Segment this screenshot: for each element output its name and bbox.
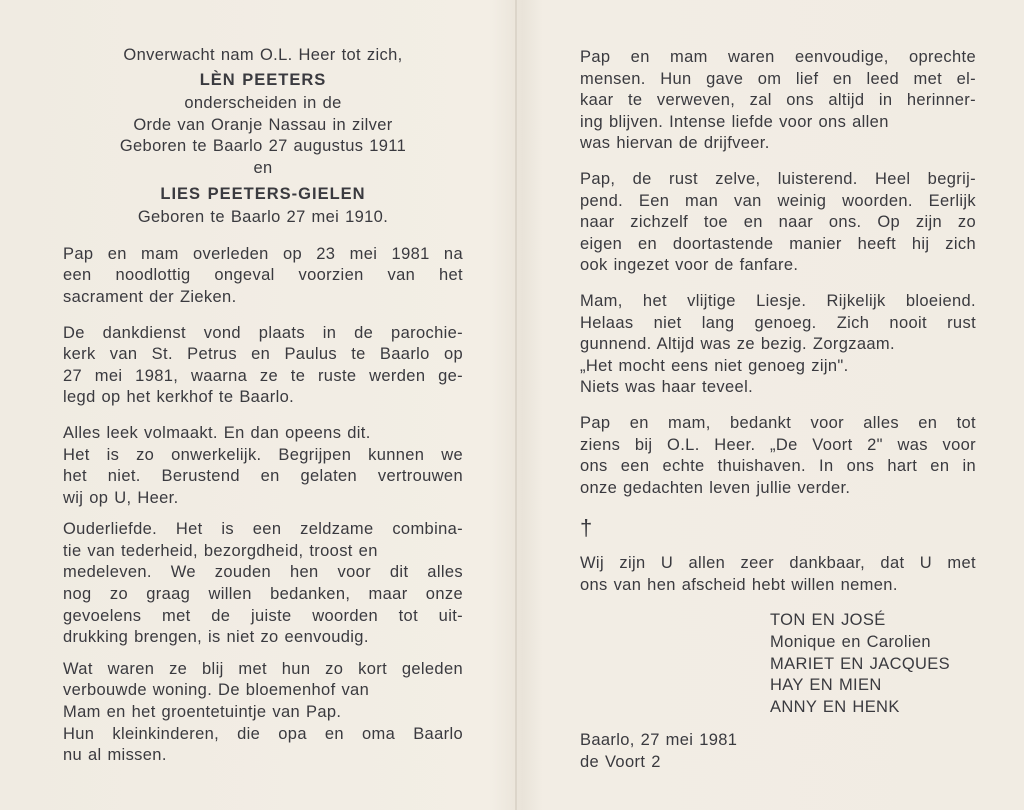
text-line: Pap en mam, bedankt voor alles en tot — [580, 413, 976, 432]
intro-line: Onverwacht nam O.L. Heer tot zich, — [123, 46, 403, 64]
paragraph-thanks-parents — [580, 413, 976, 499]
text-line: Niets was haar teveel. — [580, 378, 754, 397]
text-line: drukking brengen, is niet zo eenvoudig. — [63, 628, 369, 647]
honour-line-2: Orde van Oranje Nassau in zilver — [133, 115, 393, 134]
paragraph-mam — [580, 291, 976, 399]
text-line: „Het mocht eens niet genoeg zijn". — [580, 356, 849, 375]
text-line: 27 mei 1981, waarna ze te ruste werden ge- — [63, 366, 463, 385]
text-line: naar zichzelf toe en naar ons. Op zijn zo — [580, 213, 976, 232]
text-line: gunnend. Altijd was ze bezig. Zorgzaam. — [580, 335, 895, 354]
text-line: Wij zijn U allen zeer dankbaar, dat U met — [580, 554, 976, 573]
text-line: nog zo graag willen bedanken, maar onze — [63, 585, 463, 604]
text-line: sacrament der Zieken. — [63, 287, 237, 306]
paragraph-parental-love — [63, 519, 463, 649]
text-line: onze gedachten leven jullie verder. — [580, 478, 851, 497]
text-line: nu al missen. — [63, 746, 167, 765]
and-line: en — [253, 158, 273, 177]
text-line: kaar te verweven, zal ons altijd in herinner- — [580, 91, 976, 110]
signatories — [770, 610, 976, 718]
text-line: kerk van St. Petrus en Paulus te Baarlo op — [63, 345, 463, 364]
signatory: ANNY EN HENK — [770, 697, 900, 716]
text-line: legd op het kerkhof te Baarlo. — [63, 388, 295, 407]
text-line: gevoelens met de juiste woorden tot uit- — [63, 606, 463, 625]
text-line: verbouwde woning. De bloemenhof van — [63, 681, 370, 700]
text-line: Mam en het groentetuintje van Pap. — [63, 703, 342, 722]
text-line: Pap en mam overleden op 23 mei 1981 na — [63, 244, 463, 263]
birth-lies: Geboren te Baarlo 27 mei 1910. — [137, 208, 389, 227]
text-line: Pap en mam waren eenvoudige, oprechte — [580, 48, 976, 66]
signatory: TON EN JOSÉ — [770, 611, 886, 630]
text-line: tie van tederheid, bezorgdheid, troost en — [63, 541, 378, 560]
paragraph-service — [63, 323, 463, 409]
paragraph-pap — [580, 169, 976, 277]
paragraph-death — [63, 244, 463, 309]
text-line: Helaas niet lang genoeg. Zich nooit rust — [580, 313, 976, 332]
text-line: pend. Een man van weinig woorden. Eerlijk — [580, 191, 976, 210]
address-line: de Voort 2 — [580, 753, 661, 772]
right-column — [580, 47, 976, 774]
paragraph-simple-people — [580, 47, 976, 155]
cross-icon: † — [580, 515, 593, 541]
text-line: was hiervan de drijfveer. — [580, 134, 770, 153]
text-line: Hun kleinkinderen, die opa en oma Baarlo — [63, 724, 463, 743]
text-line: ing blijven. Intense liefde voor ons allen — [580, 112, 889, 131]
birth-len: Geboren te Baarlo 27 augustus 1911 — [119, 137, 407, 156]
text-line: ook ingezet voor de fanfare. — [580, 256, 799, 275]
text-line: Mam, het vlijtige Liesje. Rijkelijk bloeiend. — [580, 291, 976, 310]
text-line: wij op U, Heer. — [63, 488, 179, 507]
text-line: ons een echte thuishaven. In ons hart en in — [580, 457, 976, 476]
signatory: Monique en Carolien — [770, 633, 931, 652]
paragraph-gratitude — [580, 553, 976, 596]
center-fold — [515, 0, 517, 810]
card-header — [63, 45, 463, 229]
text-line: Wat waren ze blij met hun zo kort geleden — [63, 659, 463, 678]
place-date — [580, 730, 976, 773]
honour-line-1: onderscheiden in de — [184, 94, 342, 113]
signatory: MARIET EN JACQUES — [770, 654, 951, 673]
paragraph-perfect — [63, 423, 463, 509]
text-line: Ouderliefde. Het is een zeldzame combina- — [63, 520, 463, 539]
text-line: Het is zo onwerkelijk. Begrijpen kunnen we — [63, 445, 463, 464]
text-line: het niet. Berustend en gelaten vertrouwen — [63, 467, 463, 486]
text-line: ons van hen afscheid hebt willen nemen. — [580, 575, 898, 594]
text-line: een noodlottig ongeval voorzien van het — [63, 266, 463, 285]
text-line: De dankdienst vond plaats in de parochie- — [63, 323, 463, 342]
paragraph-home — [63, 659, 463, 767]
text-line: mensen. Hun gave om lief en leed met el- — [580, 69, 976, 88]
text-line: Pap, de rust zelve, luisterend. Heel begrij- — [580, 169, 976, 188]
text-line: medeleven. We zouden hen voor dit alles — [63, 563, 463, 582]
signatory: HAY EN MIEN — [770, 676, 882, 695]
text-line: eigen en doortastende manier heeft hij zich — [580, 234, 976, 253]
name-lies-peeters-gielen: LIES PEETERS-GIELEN — [160, 184, 366, 203]
place-date-line: Baarlo, 27 mei 1981 — [580, 731, 738, 750]
text-line: Alles leek volmaakt. En dan opeens dit. — [63, 423, 371, 442]
name-len-peeters: LÈN PEETERS — [199, 70, 327, 89]
text-line: ziens bij O.L. Heer. „De Voort 2" was voor — [580, 435, 976, 454]
left-column — [63, 45, 463, 781]
